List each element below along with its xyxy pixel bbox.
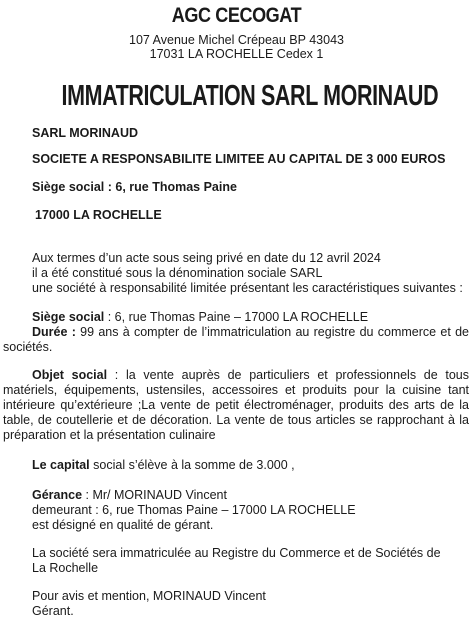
gerance-label: Gérance [32, 488, 83, 502]
registre-line1: La société sera immatriculée au Registre du Commerce et de Sociétés de [32, 546, 441, 560]
agency-address-line1: 107 Avenue Michel Crépeau BP 43043 [129, 33, 344, 47]
acte-line1: Aux termes d’un acte sous seing privé en date du 12 avril 2024 [32, 251, 381, 265]
duree-label: Durée : [32, 325, 76, 339]
registre-line2: La Rochelle [32, 561, 99, 575]
duree [3, 325, 469, 355]
gerance-address: demeurant : 6, rue Thomas Paine – 17000 LA ROCHELLE [32, 503, 356, 517]
agency-address-line2: 17031 LA ROCHELLE Cedex 1 [149, 47, 324, 61]
siege-social-label: Siège social [32, 310, 105, 324]
intro-city: 17000 LA ROCHELLE [35, 208, 162, 222]
objet-label: Objet social [32, 368, 108, 382]
acte-line3: une société à responsabilité limitée présentant les caractéristiques suivantes : [32, 281, 463, 295]
notice-title: IMMATRICULATION SARL MORINAUD [61, 80, 439, 112]
company-name: SARL MORINAUD [32, 126, 139, 140]
siege-social-text: : 6, rue Thomas Paine – 17000 LA ROCHELLE [104, 310, 369, 324]
agency-name: AGC CECOGAT [171, 4, 302, 27]
acte-line2: il a été constitué sous la dénomination sociale SARL [32, 266, 323, 280]
capital-label: Le capital [32, 458, 90, 472]
capital-text: social s’élève à la somme de 3.000 , [89, 458, 295, 472]
duree-text: 99 ans à compter de l’immatriculation au registre du commerce et de sociétés. [3, 325, 469, 354]
company-form: SOCIETE A RESPONSABILITE LIMITEE AU CAPITAL DE 3 000 EUROS [32, 152, 446, 166]
intro-siege: Siège social : 6, rue Thomas Paine [32, 180, 237, 194]
signature-line1: Pour avis et mention, MORINAUD Vincent [32, 589, 266, 603]
objet-social [3, 368, 469, 443]
signature-line2: Gérant. [32, 604, 74, 618]
gerance-text: : Mr/ MORINAUD Vincent [82, 488, 227, 502]
gerance [32, 488, 227, 502]
objet-text: : la vente auprès de particuliers et professionnels de tous matériels, équipements, ustensiles, accessoires et produits pour la cuisine tant intérieure qu’extérieure ;La vente de petit électroménager, produits des arts de la table, de coutellerie et de décoration. La vente de tous articles se rapprochant à la préparation et la présentation culinaire [3, 368, 469, 442]
gerance-role: est désigné en qualité de gérant. [32, 518, 214, 532]
siege-social [32, 310, 368, 324]
capital [32, 458, 295, 472]
